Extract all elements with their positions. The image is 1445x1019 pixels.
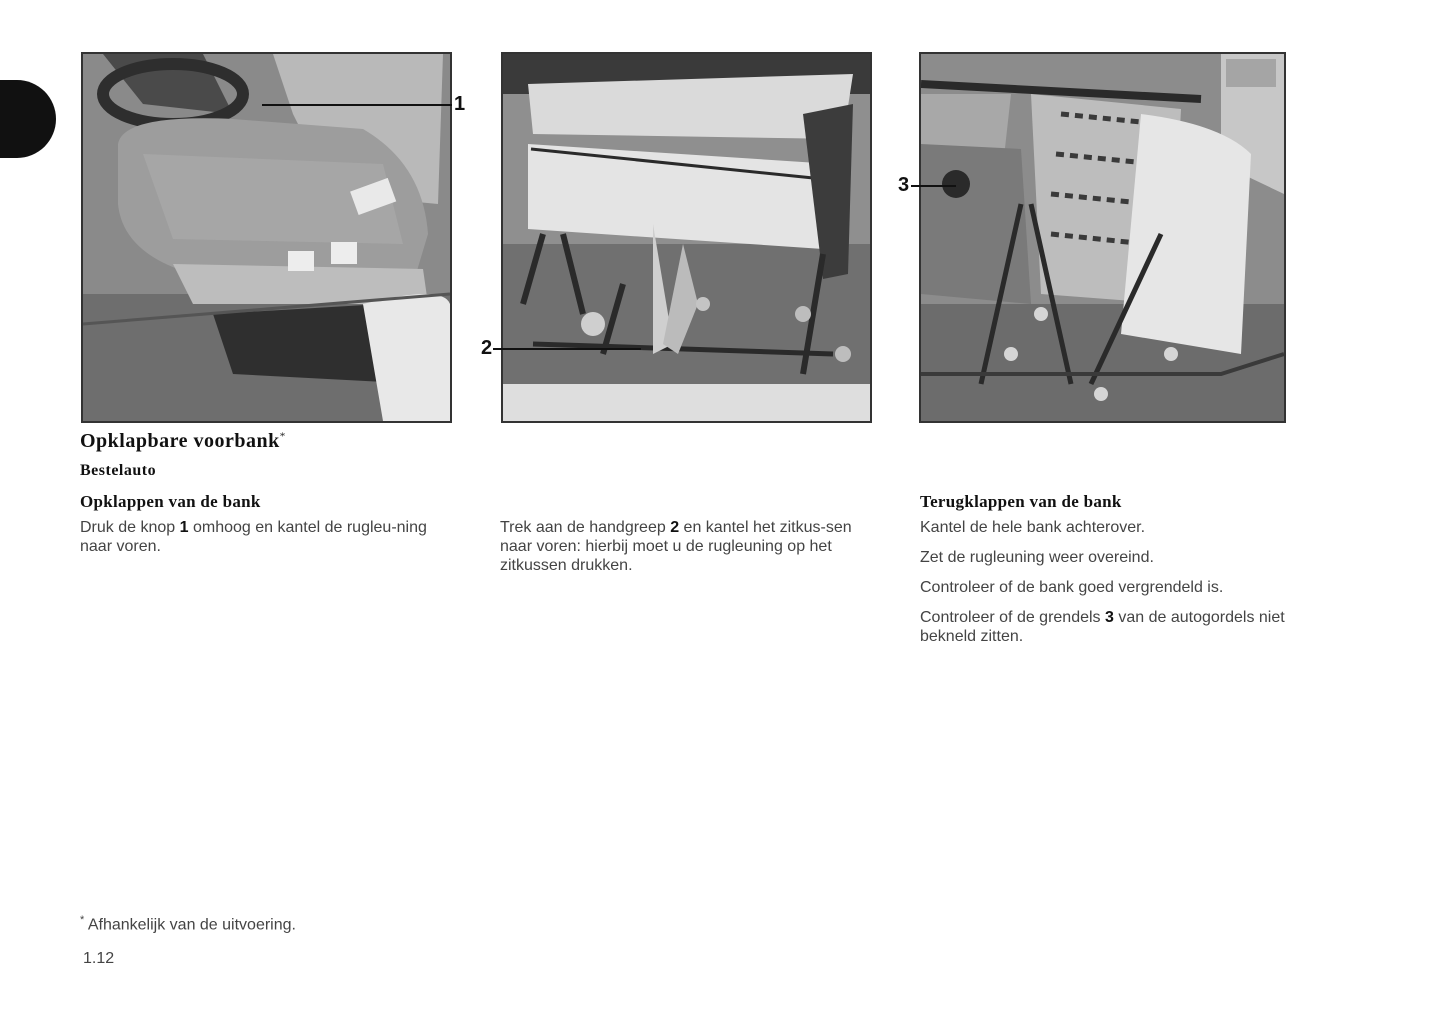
fold-forward-button-ref: 1 <box>179 519 189 536</box>
fold-back-step-2: Zet de rugleuning weer overeind. <box>920 549 1154 566</box>
callout-number-3: 3 <box>898 174 910 196</box>
fold-back-heading: Terugklappen van de bank <box>920 492 1122 511</box>
callout-number-1: 1 <box>454 93 466 115</box>
seat-cushion-handle-ref: 2 <box>670 519 680 536</box>
footnote <box>80 914 296 934</box>
callout-leader-1 <box>262 104 452 106</box>
footnote-mark: * <box>80 914 85 926</box>
fold-forward-heading: Opklappen van de bank <box>80 492 261 511</box>
footnote-text: Afhankelijk van de uitvoering. <box>87 916 296 934</box>
callout-number-2: 2 <box>481 337 493 359</box>
page-number: 1.12 <box>83 950 115 967</box>
photo-seat-lowered <box>919 52 1286 423</box>
fold-back-step-4-part1: Controleer of de grendels <box>920 609 1105 626</box>
section-heading-footnote-mark: * <box>279 430 286 443</box>
section-heading-text: Opklapbare voorbank <box>80 430 280 452</box>
fold-forward-text-part2: omhoog en kantel de rugleu-ning naar voren. <box>80 519 427 555</box>
fold-back-latch-ref: 3 <box>1105 609 1114 626</box>
callout-leader-2 <box>493 348 641 350</box>
callout-leader-3 <box>911 185 956 187</box>
seat-cushion-text-part1: Trek aan de handgreep <box>500 519 671 536</box>
section-heading <box>80 430 286 453</box>
seat-cushion-text <box>500 518 870 575</box>
seat-cushion-text-part2: en kantel het zitkus-sen naar voren: hierbij moet u de rugleuning op het zitkussen drukken. <box>500 519 852 574</box>
fold-back-step-4-part2: van de autogordels niet bekneld zitten. <box>920 609 1285 645</box>
fold-back-step-3: Controleer of de bank goed vergrendeld is. <box>920 579 1224 596</box>
fold-forward-text <box>80 518 452 556</box>
section-tab-marker <box>0 80 56 158</box>
photo-seat-handle <box>501 52 872 423</box>
photo-seat-button <box>81 52 452 423</box>
fold-back-step-4 <box>920 608 1290 646</box>
fold-forward-text-part1: Druk de knop <box>80 519 180 536</box>
fold-back-step-1: Kantel de hele bank achterover. <box>920 519 1146 536</box>
vehicle-type-heading: Bestelauto <box>80 462 157 479</box>
